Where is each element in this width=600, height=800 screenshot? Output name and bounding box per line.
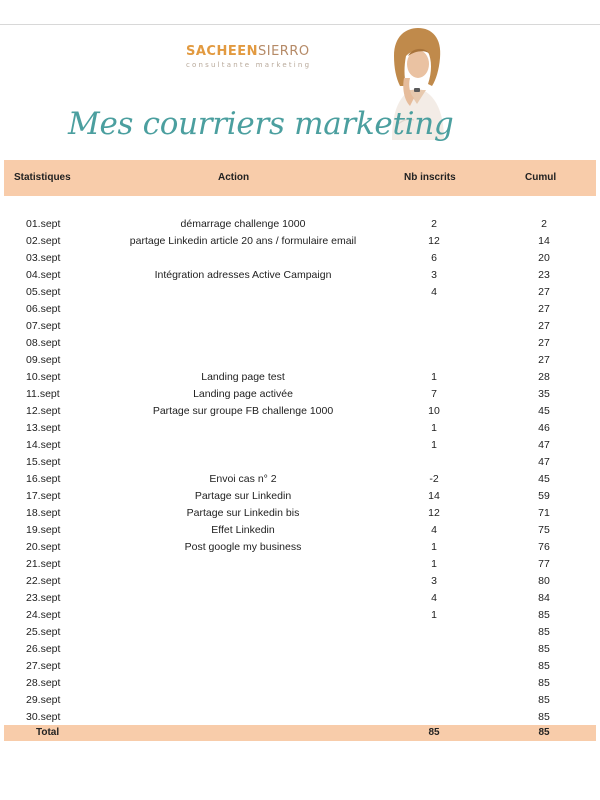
row-date: 10.sept [26, 371, 61, 383]
row-cumul: 27 [538, 320, 550, 332]
brand-name-first: SACHEEN [186, 44, 258, 59]
table-row [0, 352, 600, 369]
table-row [0, 403, 600, 420]
row-action: Landing page activée [193, 388, 293, 400]
row-nb-inscrits: 1 [431, 558, 437, 570]
row-date: 21.sept [26, 558, 61, 570]
row-cumul: 28 [538, 371, 550, 383]
row-cumul: 85 [538, 660, 550, 672]
table-header-band [4, 160, 596, 196]
row-cumul: 85 [538, 609, 550, 621]
row-date: 06.sept [26, 303, 61, 315]
row-nb-inscrits: 4 [431, 286, 437, 298]
table-row [0, 386, 600, 403]
table-row [0, 267, 600, 284]
row-date: 19.sept [26, 524, 61, 536]
row-date: 01.sept [26, 218, 61, 230]
table-row [0, 624, 600, 641]
row-nb-inscrits: -2 [429, 473, 439, 485]
row-action: Partage sur Linkedin bis [186, 507, 300, 519]
brand-logo [186, 44, 386, 70]
row-nb-inscrits: 1 [431, 422, 437, 434]
row-cumul: 47 [538, 456, 550, 468]
table-row [0, 216, 600, 233]
brand-tagline: consultante marketing [186, 61, 312, 69]
row-date: 03.sept [26, 252, 61, 264]
table-row [0, 250, 600, 267]
row-date: 08.sept [26, 337, 61, 349]
table-row [0, 675, 600, 692]
column-header-cumul: Cumul [525, 172, 557, 183]
row-cumul: 85 [538, 694, 550, 706]
row-date: 11.sept [26, 388, 60, 400]
table-row [0, 641, 600, 658]
row-action: Partage sur Linkedin [194, 490, 292, 502]
row-nb-inscrits: 1 [431, 439, 437, 451]
row-cumul: 75 [538, 524, 550, 536]
row-cumul: 84 [538, 592, 550, 604]
row-cumul: 85 [538, 711, 550, 723]
row-date: 05.sept [26, 286, 61, 298]
row-cumul: 35 [538, 388, 550, 400]
row-action: démarrage challenge 1000 [180, 218, 306, 230]
table-row [0, 692, 600, 709]
row-nb-inscrits: 4 [431, 524, 437, 536]
brand-name-last: SIERRO [258, 44, 310, 59]
row-date: 09.sept [26, 354, 61, 366]
row-nb-inscrits: 12 [428, 235, 440, 247]
row-date: 26.sept [26, 643, 61, 655]
row-nb-inscrits: 1 [431, 371, 437, 383]
total-nb-inscrits: 85 [428, 727, 440, 738]
row-nb-inscrits: 14 [428, 490, 440, 502]
row-cumul: 27 [538, 337, 550, 349]
table-row [0, 420, 600, 437]
table-row [0, 709, 600, 726]
row-action: Envoi cas n° 2 [209, 473, 277, 485]
row-nb-inscrits: 4 [431, 592, 437, 604]
brand-name [186, 44, 386, 60]
table-row [0, 335, 600, 352]
table-row [0, 454, 600, 471]
row-date: 13.sept [26, 422, 61, 434]
row-cumul: 27 [538, 286, 550, 298]
total-label: Total [36, 727, 60, 738]
table-row [0, 318, 600, 335]
table-row [0, 284, 600, 301]
row-date: 30.sept [26, 711, 61, 723]
table-body [0, 216, 600, 726]
table-row [0, 233, 600, 250]
table-row [0, 437, 600, 454]
row-cumul: 27 [538, 354, 550, 366]
row-date: 15.sept [26, 456, 61, 468]
row-cumul: 23 [538, 269, 550, 281]
table-row [0, 471, 600, 488]
row-date: 12.sept [26, 405, 61, 417]
table-row [0, 590, 600, 607]
row-cumul: 20 [538, 252, 550, 264]
row-cumul: 27 [538, 303, 550, 315]
total-cumul: 85 [538, 727, 550, 738]
row-date: 02.sept [26, 235, 61, 247]
row-date: 22.sept [26, 575, 61, 587]
row-nb-inscrits: 12 [428, 507, 440, 519]
row-action: Post google my business [184, 541, 302, 553]
row-nb-inscrits: 6 [431, 252, 437, 264]
row-cumul: 59 [538, 490, 550, 502]
row-date: 29.sept [26, 694, 61, 706]
column-header-nb-inscrits: Nb inscrits [404, 172, 456, 183]
row-cumul: 85 [538, 643, 550, 655]
column-header-stats: Statistiques [14, 172, 71, 183]
column-header-action: Action [218, 172, 250, 183]
row-cumul: 2 [541, 218, 547, 230]
row-date: 28.sept [26, 677, 61, 689]
table-row [0, 301, 600, 318]
row-date: 18.sept [26, 507, 61, 519]
table-row [0, 505, 600, 522]
row-nb-inscrits: 10 [428, 405, 440, 417]
row-cumul: 45 [538, 405, 550, 417]
row-cumul: 80 [538, 575, 550, 587]
row-nb-inscrits: 3 [431, 269, 437, 281]
table-row [0, 488, 600, 505]
row-date: 16.sept [26, 473, 61, 485]
row-date: 04.sept [26, 269, 61, 281]
row-date: 07.sept [26, 320, 61, 332]
total-row-band [4, 725, 596, 741]
row-cumul: 77 [538, 558, 550, 570]
row-date: 27.sept [26, 660, 61, 672]
row-cumul: 46 [538, 422, 550, 434]
row-nb-inscrits: 1 [431, 609, 437, 621]
top-divider [0, 24, 600, 25]
row-date: 24.sept [26, 609, 61, 621]
row-date: 17.sept [26, 490, 61, 502]
table-row [0, 573, 600, 590]
row-nb-inscrits: 2 [431, 218, 437, 230]
table-row [0, 658, 600, 675]
row-action: Intégration adresses Active Campaign [154, 269, 332, 281]
row-cumul: 85 [538, 626, 550, 638]
table-row [0, 607, 600, 624]
page-title: Mes courriers marketing [68, 106, 454, 142]
row-cumul: 71 [538, 507, 550, 519]
row-cumul: 85 [538, 677, 550, 689]
row-cumul: 45 [538, 473, 550, 485]
row-action: Landing page test [201, 371, 285, 383]
row-cumul: 14 [538, 235, 550, 247]
row-date: 20.sept [26, 541, 61, 553]
table-row [0, 539, 600, 556]
row-nb-inscrits: 3 [431, 575, 437, 587]
row-date: 25.sept [26, 626, 61, 638]
row-action: partage Linkedin article 20 ans / formulaire email [129, 235, 357, 247]
row-cumul: 76 [538, 541, 550, 553]
table-row [0, 369, 600, 386]
row-date: 14.sept [26, 439, 61, 451]
row-action: Partage sur groupe FB challenge 1000 [152, 405, 334, 417]
row-nb-inscrits: 1 [431, 541, 437, 553]
row-cumul: 47 [538, 439, 550, 451]
table-row [0, 522, 600, 539]
row-nb-inscrits: 7 [431, 388, 437, 400]
table-row [0, 556, 600, 573]
row-action: Effet Linkedin [211, 524, 275, 536]
row-date: 23.sept [26, 592, 61, 604]
